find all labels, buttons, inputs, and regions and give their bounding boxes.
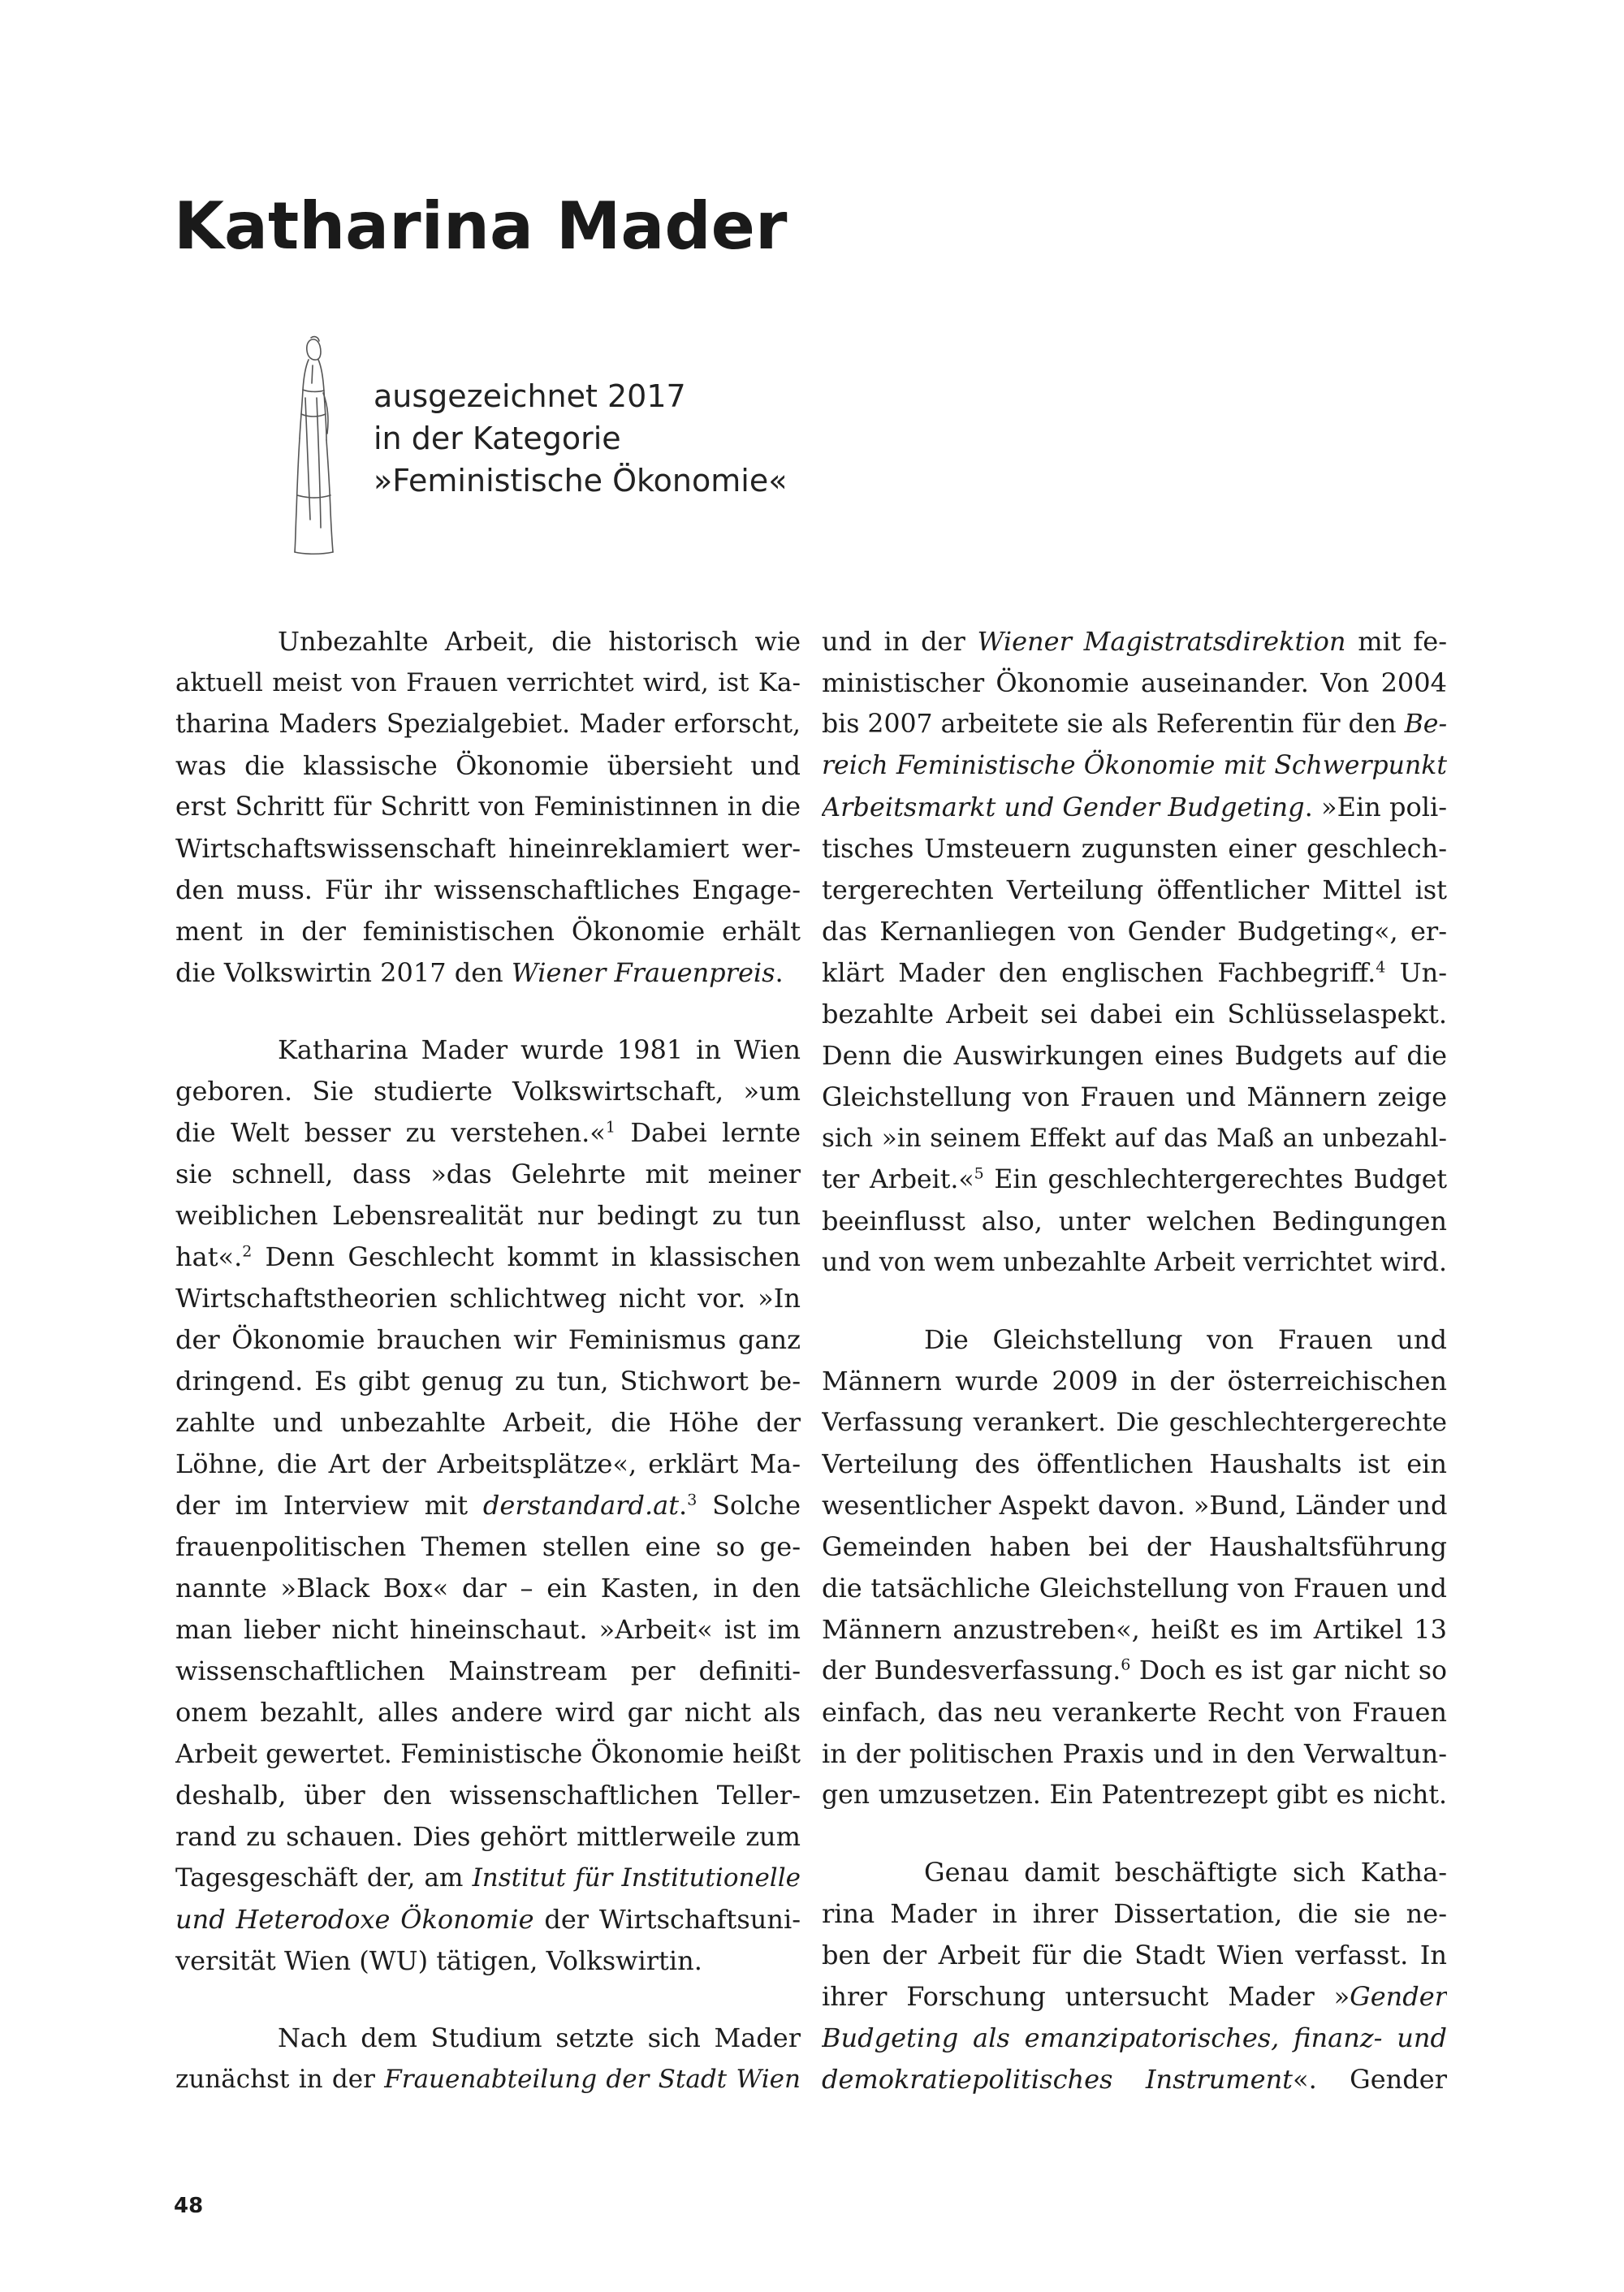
line-text: in der politischen Praxis und in den Verwaltun- bbox=[822, 1738, 1447, 1769]
award-year: ausgezeichnet 2017 bbox=[374, 378, 686, 414]
text-line bbox=[175, 1029, 801, 1071]
text-line bbox=[175, 1775, 801, 1816]
text-line bbox=[175, 870, 801, 911]
text-line bbox=[822, 870, 1447, 911]
line-text-after: . »Ein poli- bbox=[1304, 792, 1447, 822]
line-text-after: «. Gender bbox=[1293, 2064, 1447, 2095]
text-line bbox=[822, 1402, 1447, 1444]
award-category: »Feministische Ökonomie« bbox=[374, 463, 788, 499]
emphasis-text: und Heterodoxe Ökonomie bbox=[175, 1904, 534, 1935]
line-text: hat«. bbox=[175, 1241, 243, 1272]
line-text: versität Wien (WU) tätigen, Volkswirtin. bbox=[175, 1945, 702, 1976]
text-line bbox=[822, 1609, 1447, 1651]
line-text-after: mit fe- bbox=[1345, 626, 1447, 657]
text-line bbox=[175, 1278, 801, 1319]
emphasis-text: Wiener Magistratsdirektion bbox=[977, 626, 1346, 657]
emphasis-text: Arbeitsmarkt und Gender Budgeting bbox=[822, 792, 1305, 822]
emphasis-text: Budgeting als emanzipatorisches, finanz- und bbox=[822, 2022, 1447, 2053]
text-line bbox=[175, 1361, 801, 1402]
text-line bbox=[175, 911, 801, 952]
text-line bbox=[822, 787, 1447, 828]
line-text-after: Denn Geschlecht kommt in klassischen bbox=[252, 1241, 801, 1272]
line-text: Männern wurde 2009 in der österreichischen bbox=[822, 1366, 1447, 1396]
line-text: onem bezahlt, alles andere wird gar nicht als bbox=[175, 1697, 801, 1728]
emphasis-text: reich Feministische Ökonomie mit Schwerpunkt bbox=[822, 751, 1447, 780]
text-line bbox=[175, 1568, 801, 1609]
text-line bbox=[175, 1733, 801, 1775]
emphasis-text: demokratiepolitisches Instrument bbox=[822, 2064, 1294, 2095]
line-text: bis 2007 arbeitete sie als Referentin für den bbox=[822, 710, 1405, 739]
text-line bbox=[822, 828, 1447, 870]
line-text: Verfassung verankert. Die geschlechtergerechte bbox=[822, 1408, 1447, 1437]
line-text: sie schnell, dass »das Gelehrte mit meiner bbox=[175, 1159, 801, 1189]
text-line bbox=[175, 1444, 801, 1485]
line-text: die Welt besser zu verstehen.« bbox=[175, 1117, 606, 1148]
line-text: geboren. Sie studierte Volkswirtschaft, »um bbox=[175, 1076, 801, 1107]
line-text: der Bundesverfassung. bbox=[822, 1656, 1121, 1686]
line-text-after: . bbox=[775, 957, 784, 988]
text-line bbox=[175, 1071, 801, 1112]
text-line bbox=[822, 1159, 1447, 1201]
text-line bbox=[822, 1444, 1447, 1485]
footnote-ref: 6 bbox=[1121, 1655, 1131, 1674]
line-text: der Ökonomie brauchen wir Feminismus ganz bbox=[175, 1324, 801, 1355]
line-text: Denn die Auswirkungen eines Budgets auf die bbox=[822, 1040, 1447, 1071]
text-line bbox=[822, 621, 1447, 663]
text-line bbox=[822, 1651, 1447, 1692]
line-text: sich »in seinem Effekt auf das Maß an unbezahl- bbox=[822, 1124, 1447, 1153]
emphasis-text: Frauenabteilung der Stadt Wien bbox=[384, 2065, 801, 2094]
line-text-after: Doch es ist gar nicht so bbox=[1130, 1656, 1447, 1686]
text-line bbox=[175, 1899, 801, 1940]
line-text: Verteilung des öffentlichen Haushalts ist ein bbox=[822, 1448, 1447, 1479]
text-line bbox=[175, 1816, 801, 1858]
text-column-right bbox=[822, 621, 1447, 2100]
text-line bbox=[822, 994, 1447, 1035]
text-line bbox=[175, 1402, 801, 1444]
line-text: weiblichen Lebensrealität nur bedingt zu tun bbox=[175, 1200, 801, 1231]
text-line bbox=[822, 1568, 1447, 1609]
line-text: einfach, das neu verankerte Recht von Frauen bbox=[822, 1697, 1447, 1728]
line-text: tharina Maders Spezialgebiet. Mader erforscht, bbox=[175, 710, 801, 739]
paragraph-gap bbox=[175, 994, 801, 1029]
line-text: der im Interview mit bbox=[175, 1490, 483, 1521]
line-text: ihrer Forschung untersucht Mader » bbox=[822, 1981, 1350, 2012]
text-line bbox=[175, 1237, 801, 1278]
paragraph bbox=[822, 1319, 1447, 1816]
line-text: tisches Umsteuern zugunsten einer geschlech- bbox=[822, 833, 1447, 864]
line-text: Löhne, die Art der Arbeitsplätze«, erklärt Ma- bbox=[175, 1448, 801, 1479]
paragraph bbox=[175, 2018, 801, 2100]
line-text: Unbezahlte Arbeit, die historisch wie bbox=[278, 626, 801, 657]
line-text: Genau damit beschäftigte sich Katha- bbox=[924, 1857, 1447, 1888]
text-line bbox=[822, 745, 1447, 787]
line-text: Katharina Mader wurde 1981 in Wien bbox=[278, 1034, 801, 1065]
award-caption bbox=[374, 375, 787, 502]
emphasis-text: Wiener Frauenpreis bbox=[511, 957, 775, 988]
footnote-ref: 4 bbox=[1376, 958, 1386, 977]
text-line bbox=[175, 745, 801, 787]
footnote-ref: 5 bbox=[974, 1164, 984, 1183]
text-line bbox=[175, 663, 801, 704]
line-text-after: Dabei lernte bbox=[615, 1117, 801, 1148]
text-line bbox=[175, 952, 801, 994]
line-text: das Kernanliegen von Gender Budgeting«, er- bbox=[822, 916, 1447, 947]
line-text-after: Un- bbox=[1385, 957, 1447, 988]
line-text: ministischer Ökonomie auseinander. Von 2004 bbox=[822, 667, 1447, 698]
emphasis-text: Gender bbox=[1350, 1981, 1447, 2012]
text-line bbox=[175, 787, 801, 828]
line-text: nannte »Black Box« dar – ein Kasten, in den bbox=[175, 1573, 801, 1604]
line-text: und in der bbox=[822, 626, 978, 657]
text-line bbox=[822, 1242, 1447, 1284]
text-line bbox=[175, 1154, 801, 1195]
text-line bbox=[822, 1976, 1447, 2018]
page-title: Katharina Mader bbox=[174, 188, 788, 264]
text-line bbox=[175, 1609, 801, 1651]
emphasis-text: Be- bbox=[1404, 710, 1447, 739]
text-line bbox=[175, 621, 801, 663]
line-text: Männern anzustreben«, heißt es im Artikel 13 bbox=[822, 1614, 1447, 1645]
text-line bbox=[175, 704, 801, 745]
line-text: zahlte und unbezahlte Arbeit, die Höhe der bbox=[175, 1407, 801, 1438]
line-text: Wirtschaftstheorien schlichtweg nicht vor. »In bbox=[175, 1283, 801, 1314]
text-line bbox=[822, 1361, 1447, 1402]
emphasis-text: derstandard.at bbox=[482, 1490, 680, 1521]
text-line bbox=[822, 1526, 1447, 1568]
line-text: ter Arbeit.« bbox=[822, 1165, 974, 1194]
text-column-left bbox=[175, 621, 801, 2100]
award-category-label: in der Kategorie bbox=[374, 421, 621, 456]
text-line bbox=[822, 1733, 1447, 1775]
footnote-ref: 1 bbox=[605, 1118, 615, 1137]
line-text: wissenschaftlichen Mainstream per definiti- bbox=[175, 1655, 801, 1686]
text-line bbox=[175, 1526, 801, 1568]
line-text: den muss. Für ihr wissenschaftliches Engage- bbox=[175, 874, 801, 905]
line-text: die Volkswirtin 2017 den bbox=[175, 957, 512, 988]
text-line bbox=[822, 952, 1447, 994]
paragraph bbox=[175, 621, 801, 994]
line-text: zunächst in der bbox=[175, 2065, 385, 2094]
paragraph-gap bbox=[822, 1284, 1447, 1319]
text-line bbox=[822, 1077, 1447, 1118]
text-line bbox=[175, 1195, 801, 1237]
emphasis-text: Institut für Institutionelle bbox=[472, 1863, 801, 1893]
page-number: 48 bbox=[174, 2194, 204, 2218]
line-text: wesentlicher Aspekt davon. »Bund, Länder und bbox=[822, 1490, 1447, 1521]
text-line bbox=[175, 1319, 801, 1361]
text-line bbox=[822, 1852, 1447, 1893]
line-text: ben der Arbeit für die Stadt Wien verfasst. In bbox=[822, 1940, 1447, 1970]
line-text: deshalb, über den wissenschaftlichen Teller- bbox=[175, 1780, 801, 1811]
paragraph bbox=[175, 1029, 801, 1982]
line-text: was die klassische Ökonomie übersieht und bbox=[175, 750, 801, 781]
line-text-after: der Wirtschaftsuni- bbox=[533, 1904, 801, 1935]
text-line bbox=[175, 1858, 801, 1899]
line-text: Gleichstellung von Frauen und Männern zeige bbox=[822, 1081, 1447, 1112]
paragraph-gap bbox=[175, 1982, 801, 2018]
line-text: die tatsächliche Gleichstellung von Frauen und bbox=[822, 1573, 1447, 1604]
line-text: Arbeit gewertet. Feministische Ökonomie heißt bbox=[175, 1738, 801, 1769]
line-text: gen umzusetzen. Ein Patentrezept gibt es nicht. bbox=[822, 1781, 1447, 1810]
line-text: ment in der feministischen Ökonomie erhält bbox=[175, 916, 801, 947]
paragraph-gap bbox=[822, 1816, 1447, 1852]
text-line bbox=[822, 1035, 1447, 1077]
line-text: erst Schritt für Schritt von Feministinnen in die bbox=[175, 792, 801, 822]
text-line bbox=[822, 2059, 1447, 2100]
text-line bbox=[822, 663, 1447, 704]
line-text: Gemeinden haben bei der Haushaltsführung bbox=[822, 1531, 1447, 1562]
line-text-after: Ein geschlechtergerechtes Budget bbox=[983, 1165, 1447, 1194]
line-text: beeinflusst also, unter welchen Bedingungen bbox=[822, 1206, 1447, 1237]
line-text: rina Mader in ihrer Dissertation, die sie ne- bbox=[822, 1898, 1447, 1929]
line-text: dringend. Es gibt genug zu tun, Stichwort be- bbox=[175, 1366, 801, 1396]
text-line bbox=[822, 1775, 1447, 1816]
text-line bbox=[822, 1485, 1447, 1526]
paragraph bbox=[822, 621, 1447, 1284]
paragraph bbox=[822, 1852, 1447, 2100]
text-line bbox=[822, 704, 1447, 745]
line-text: frauenpolitischen Themen stellen eine so ge- bbox=[175, 1531, 801, 1562]
text-line bbox=[175, 828, 801, 870]
text-line bbox=[822, 1118, 1447, 1159]
text-line bbox=[175, 1112, 801, 1154]
text-line bbox=[175, 1485, 801, 1526]
line-text: Nach dem Studium setzte sich Mader bbox=[278, 2022, 801, 2053]
line-text: Tagesgeschäft der, am bbox=[175, 1863, 473, 1893]
line-text-tail: Solche bbox=[697, 1490, 801, 1521]
figure-sketch-illustration bbox=[276, 333, 349, 560]
line-text: Die Gleichstellung von Frauen und bbox=[924, 1324, 1447, 1355]
text-line bbox=[822, 1319, 1447, 1361]
line-text: aktuell meist von Frauen verrichtet wird, ist Ka- bbox=[175, 668, 801, 697]
text-line bbox=[822, 1893, 1447, 1935]
line-text-after: . bbox=[679, 1490, 688, 1521]
text-line bbox=[175, 2059, 801, 2100]
footnote-ref: 3 bbox=[687, 1491, 698, 1509]
text-line bbox=[175, 1692, 801, 1733]
line-text: Wirtschaftswissenschaft hineinreklamiert wer- bbox=[175, 833, 801, 864]
footnote-ref: 2 bbox=[242, 1242, 253, 1261]
line-text: rand zu schauen. Dies gehört mittlerweile zum bbox=[175, 1821, 801, 1852]
line-text: bezahlte Arbeit sei dabei ein Schlüsselaspekt. bbox=[822, 999, 1447, 1029]
line-text: klärt Mader den englischen Fachbegriff. bbox=[822, 957, 1376, 988]
line-text: und von wem unbezahlte Arbeit verrichtet wird. bbox=[822, 1248, 1447, 1277]
text-line bbox=[175, 1651, 801, 1692]
text-line bbox=[822, 1692, 1447, 1733]
text-line bbox=[822, 2018, 1447, 2059]
text-line bbox=[175, 2018, 801, 2059]
text-line bbox=[822, 1935, 1447, 1976]
line-text: man lieber nicht hineinschaut. »Arbeit« ist im bbox=[175, 1614, 801, 1645]
text-line bbox=[822, 1201, 1447, 1242]
text-line bbox=[822, 911, 1447, 952]
text-line bbox=[175, 1940, 801, 1982]
line-text: tergerechten Verteilung öffentlicher Mittel ist bbox=[822, 874, 1447, 905]
